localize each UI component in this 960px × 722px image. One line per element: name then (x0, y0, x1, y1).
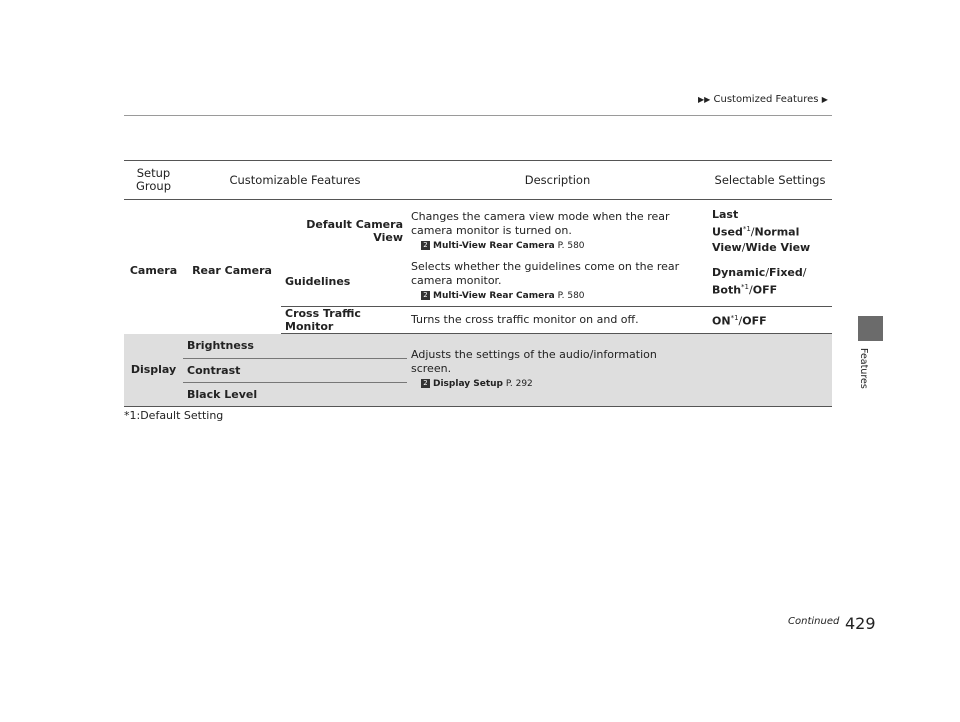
section-tab-label: Features (858, 348, 869, 389)
customizable-features-table (124, 160, 832, 407)
cross-reference[interactable] (411, 239, 704, 253)
settings-guidelines: Dynamic/Fixed/ Both$^{*1}$/OFF (712, 265, 807, 297)
breadcrumb-arrow-icon: ▶▶ (698, 95, 711, 104)
group-display: Display (124, 334, 183, 406)
default-mark: *1 (730, 314, 739, 323)
page-number: 429 (845, 614, 876, 633)
cross-reference[interactable] (411, 289, 704, 303)
description-default-camera-view (407, 206, 708, 256)
reference-page: P. 292 (505, 379, 533, 390)
section-tab-marker[interactable] (858, 316, 883, 341)
header-setup-group: Setup Group (124, 161, 183, 200)
setting-value: Normal View (712, 225, 800, 254)
continued-label: Continued (788, 616, 840, 627)
reference-title: Multi-View Rear Camera (433, 240, 555, 251)
description-guidelines (407, 256, 708, 306)
table-header-row (124, 161, 832, 200)
setting-value: ON (712, 314, 731, 328)
reference-title: Display Setup (433, 379, 503, 390)
default-mark: *1 (742, 225, 751, 234)
header-rule (124, 115, 832, 116)
setting-value: Wide View (745, 240, 811, 254)
setting-value: OFF (752, 283, 778, 297)
settings-display (708, 334, 832, 406)
breadcrumb (698, 94, 828, 105)
description-cross-traffic-monitor: Turns the cross traffic monitor on and off. (407, 307, 708, 334)
cross-reference[interactable] (411, 377, 704, 391)
setting-value: Fixed (769, 265, 803, 279)
reference-title: Multi-View Rear Camera (433, 290, 555, 301)
reference-arrow-icon: 2 (421, 241, 430, 250)
footnote: *1:Default Setting (124, 409, 224, 422)
reference-page: P. 580 (557, 290, 585, 301)
description-text: Adjusts the settings of the audio/information screen. (411, 348, 657, 376)
breadcrumb-text: Customized Features (713, 94, 819, 105)
description-display (407, 334, 708, 406)
feature-brightness: Brightness (183, 334, 407, 358)
feature-black-level: Black Level (183, 382, 407, 406)
settings-cross-traffic-monitor: ON$^{*1}$/OFF (708, 307, 832, 334)
feature-cross-traffic-monitor: Cross Traffic Monitor (281, 307, 407, 334)
header-selectable-settings: Selectable Settings (708, 161, 832, 200)
reference-page: P. 580 (557, 240, 585, 251)
breadcrumb-end-arrow-icon: ▶ (821, 95, 828, 104)
setting-value: OFF (742, 314, 767, 328)
header-description: Description (407, 161, 708, 200)
settings-default-camera-view: Last Used$^{*1}$/Normal View/Wide View (712, 208, 811, 254)
header-customizable-features: Customizable Features (183, 161, 407, 200)
group-camera: Camera (129, 263, 178, 277)
feature-contrast: Contrast (183, 358, 407, 382)
table-row (124, 206, 832, 256)
description-text: Selects whether the guidelines come on the rear camera monitor. (411, 259, 680, 287)
description-text: Changes the camera view mode when the rear camera monitor is turned on. (411, 209, 670, 237)
table-row (124, 334, 832, 358)
reference-arrow-icon: 2 (421, 291, 430, 300)
feature-default-camera-view: Default Camera View (306, 218, 403, 244)
feature-guidelines: Guidelines (285, 274, 351, 288)
subgroup-rear-camera: Rear Camera (192, 263, 272, 277)
default-mark: *1 (741, 282, 749, 291)
setting-value: Both (712, 283, 742, 297)
reference-arrow-icon: 2 (421, 379, 430, 388)
setting-value: Dynamic (712, 265, 766, 279)
setting-value: Last Used (712, 208, 743, 239)
